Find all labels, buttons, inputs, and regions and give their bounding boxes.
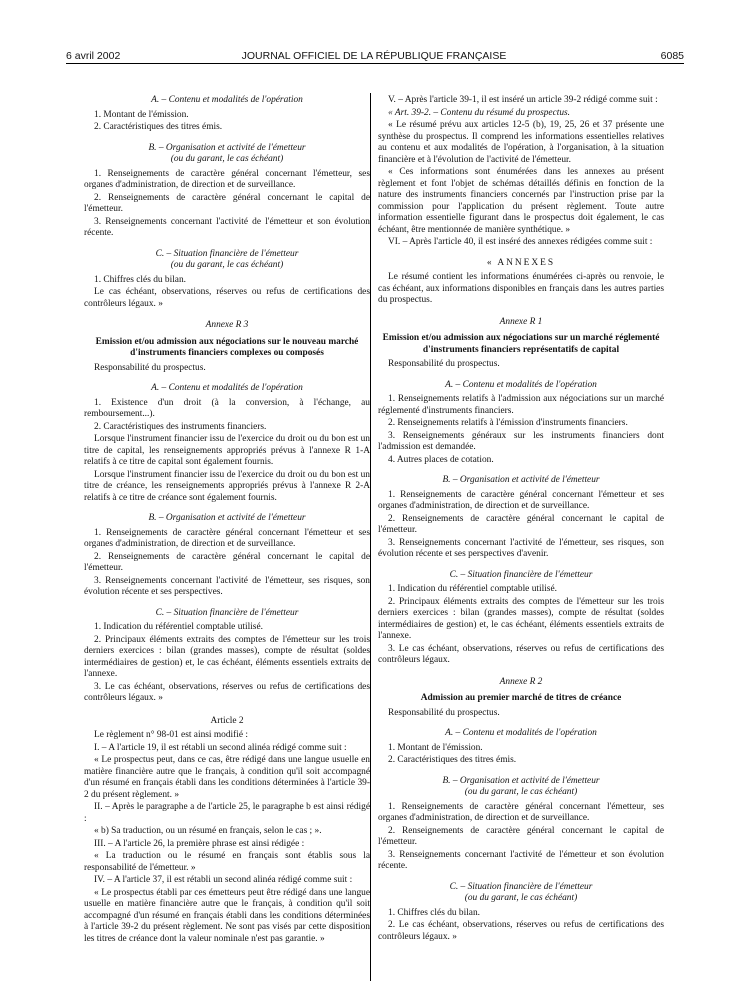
paragraph: Lorsque l'instrument financier issu de l'exercice du droit ou du bon est un titre de capital, les renseignements appropriés prévus à l'annexe R 1-A relatifs à ce titre de capital sont également fournis. — [84, 434, 370, 467]
paragraph: « Art. 39-2. – Contenu du résumé du prospectus. — [388, 107, 571, 118]
section-heading: C. – Situation financière de l'émetteur — [155, 248, 299, 259]
paragraph: Le cas échéant, observations, réserves ou refus de certifications des contrôleurs légaux. » — [84, 287, 370, 309]
paragraph: 2. Renseignements de caractère général concernant le capital de l'émetteur. — [378, 513, 664, 535]
paragraph: 1. Indication du référentiel comptable utilisé. — [94, 622, 263, 632]
paragraph: I. – A l'article 19, il est rétabli un second alinéa rédigé comme suit : — [94, 742, 347, 753]
paragraph: IV. – A l'article 37, il est rétabli un second alinéa rédigé comme suit : — [94, 875, 353, 885]
paragraph: 3. Renseignements généraux sur les instruments financiers dont l'admission est demandée. — [378, 430, 664, 452]
section-heading: A. – Contenu et modalités de l'opération — [445, 379, 597, 390]
section-subheading: (ou du garant, le cas échéant) — [464, 893, 578, 903]
paragraph: « Ces informations sont énumérées dans les annexes au présent règlement et font l'objet de schémas détaillés définis en fonction de la nature des instruments financiers concernés par l'instruction prise par la commission pour l'application du présent règlement. Toute autre information essentielle figurant dans le prospectus doit également, le cas échéant, être mentionnée de manière synthétique. » — [378, 167, 664, 235]
paragraph: 2. Principaux éléments extraits des comptes de l'émetteur sur les trois derniers exercices : bilan (grandes masses), compte de résultat (soldes intermédiaires de gestion) et, le cas échéant, éléments essentiels extraits de l'annexe. — [84, 634, 370, 679]
header-rule — [66, 63, 684, 64]
paragraph: 2. Le cas échéant, observations, réserves ou refus de certifications des contrôleurs légaux. » — [378, 920, 664, 942]
section-subheading: (ou du garant, le cas échéant) — [170, 260, 284, 270]
paragraph: VI. – Après l'article 40, il est inséré des annexes rédigées comme suit : — [388, 237, 653, 247]
paragraph: Responsabilité du prospectus. — [388, 359, 500, 369]
section-heading: A. – Contenu et modalités de l'opération — [445, 728, 597, 738]
section-heading: C. – Situation financière de l'émetteur — [155, 607, 299, 618]
annex-label: Annexe R 2 — [499, 676, 543, 687]
paragraph: 3. Le cas échéant, observations, réserves ou refus de certifications des contrôleurs légaux. » — [84, 681, 370, 703]
paragraph: Responsabilité du prospectus. — [388, 707, 500, 718]
paragraph: « La traduction ou le résumé en français sont établis sous la responsabilité de l'émetteur. » — [84, 851, 370, 873]
paragraph: 2. Caractéristiques des titres émis. — [94, 122, 223, 132]
left-column — [84, 95, 370, 946]
paragraph: 1. Renseignements de caractère général concernant l'émetteur, ses organes d'administration, de direction et de surveillance. — [378, 801, 664, 823]
section-heading: A. – Contenu et modalités de l'opération — [151, 383, 303, 393]
paragraph: « Le prospectus établi par ces émetteurs peut être rédigé dans une langue usuelle en matière financière autre que le français, à condition qu'il soit accompagné d'un résumé en français établi dans les conditions déterminées à l'article 39-2 du présent règlement. Ne sont pas visés par cette disposition les titres de créance dont la valeur nominale n'est pas garantie. » — [84, 887, 370, 944]
paragraph: Lorsque l'instrument financier issu de l'exercice du droit ou du bon est un titre de créance, les renseignements appropriés prévus à l'annexe R 2-A relatifs à ce titre de créance sont également fournis. — [84, 469, 370, 503]
paragraph: Responsabilité du prospectus. — [94, 362, 206, 373]
paragraph: 1. Montant de l'émission. — [388, 742, 483, 753]
section-heading: C. – Situation financière de l'émetteur — [449, 569, 593, 580]
annex-title: Admission au premier marché de titres de créance — [420, 693, 622, 703]
paragraph: 1. Renseignements relatifs à l'admission aux négociations sur un marché réglementé d'instruments financiers. — [378, 394, 664, 416]
section-heading: B. – Organisation et activité de l'émetteur — [442, 775, 600, 786]
paragraph: 3. Renseignements concernant l'activité de l'émetteur, ses risques, son évolution récente et ses perspectives d'avenir. — [378, 537, 664, 559]
paragraph: 4. Autres places de cotation. — [388, 454, 494, 465]
header-title: JOURNAL OFFICIEL DE LA RÉPUBLIQUE FRANÇAISE — [241, 50, 507, 62]
column-divider — [370, 93, 371, 981]
paragraph: 3. Le cas échéant, observations, réserves ou refus de certifications des contrôleurs légaux. — [378, 643, 664, 665]
paragraph: 3. Renseignements concernant l'activité de l'émetteur et son évolution récente. — [84, 216, 370, 238]
article-title: Article 2 — [210, 715, 244, 726]
paragraph: 2. Renseignements de caractère général concernant le capital de l'émetteur. — [84, 192, 370, 214]
paragraph: II. – Après le paragraphe a de l'article 25, le paragraphe b est ainsi rédigé : — [84, 802, 370, 824]
paragraph: « Le prospectus peut, dans ce cas, être rédigé dans une langue usuelle en matière financière autre que le français, à condition qu'il soit accompagné d'un résumé en français établi dans les conditions déterminées à l'article 39-2 du présent règlement. » — [84, 755, 370, 800]
paragraph: 1. Montant de l'émission. — [94, 109, 189, 120]
paragraph: 2. Renseignements de caractère général concernant le capital de l'émetteur. — [378, 825, 664, 847]
annexes-heading: « ANNEXES — [486, 257, 556, 268]
annex-label: Annexe R 3 — [205, 320, 249, 330]
paragraph: 1. Chiffres clés du bilan. — [388, 907, 480, 918]
paragraph: Le résumé contient les informations énumérées ci-après ou renvoie, le cas échéant, aux informations disponibles en français dans les autres parties du prospectus. — [378, 272, 664, 305]
section-heading: B. – Organisation et activité de l'émetteur — [148, 142, 306, 153]
annex-label: Annexe R 1 — [499, 316, 543, 327]
paragraph: 2. Renseignements relatifs à l'émission d'instruments financiers. — [388, 418, 628, 428]
paragraph: « b) Sa traduction, ou un résumé en français, selon le cas ; ». — [94, 826, 322, 836]
annex-title: Emission et/ou admission aux négociations sur un marché réglementé d'instruments financiers représentatifs de capital — [382, 333, 660, 355]
paragraph: 1. Indication du référentiel comptable utilisé. — [388, 584, 557, 594]
paragraph: III. – A l'article 26, la première phrase est ainsi rédigée : — [94, 838, 305, 849]
section-heading: A. – Contenu et modalités de l'opération — [151, 95, 303, 105]
header-page-number: 6085 — [660, 50, 684, 62]
paragraph: 2. Renseignements de caractère général concernant le capital de l'émetteur. — [84, 551, 370, 573]
paragraph: « Le résumé prévu aux articles 12-5 (b), 19, 25, 26 et 37 présente une synthèse du prospectus. Il comprend les informations essentielles relatives au contenu et aux modalités de l'opération, à l'organisation, à la situation financière et à l'évolution de l'activité de l'émetteur. — [378, 120, 664, 165]
paragraph: 3. Renseignements concernant l'activité de l'émetteur, ses risques, son évolution récente et ses perspectives. — [84, 575, 370, 597]
paragraph: 1. Renseignements de caractère général concernant l'émetteur et ses organes d'administration, de direction et de surveillance. — [378, 489, 664, 511]
annex-title: Emission et/ou admission aux négociations sur le nouveau marché d'instruments financiers complexes ou composés — [95, 336, 359, 358]
paragraph: Le règlement n° 98-01 est ainsi modifié : — [94, 730, 248, 740]
paragraph: 2. Principaux éléments extraits des comptes de l'émetteur sur les trois derniers exercices : bilan (grandes masses), compte de résultat (soldes intermédiaires de gestion) et, le cas échéant, éléments essentiels extraits de l'annexe. — [378, 596, 664, 641]
section-subheading: (ou du garant, le cas échéant) — [464, 787, 578, 797]
paragraph: 1. Existence d'un droit (à la conversion, à l'échange, au remboursement...). — [84, 397, 370, 419]
section-heading: B. – Organisation et activité de l'émetteur — [148, 513, 306, 523]
section-heading: B. – Organisation et activité de l'émetteur — [442, 475, 600, 485]
paragraph: 2. Caractéristiques des instruments financiers. — [94, 421, 267, 432]
paragraph: 1. Renseignements de caractère général concernant l'émetteur et ses organes d'administration, de direction et de surveillance. — [84, 527, 370, 549]
paragraph: 2. Caractéristiques des titres émis. — [388, 755, 517, 765]
paragraph: V. – Après l'article 39-1, il est inséré un article 39-2 rédigé comme suit : — [388, 95, 658, 105]
paragraph: 1. Chiffres clés du bilan. — [94, 274, 186, 285]
paragraph: 3. Renseignements concernant l'activité de l'émetteur et son évolution récente. — [378, 849, 664, 871]
header-date: 6 avril 2002 — [66, 50, 121, 62]
section-subheading: (ou du garant, le cas échéant) — [170, 154, 284, 164]
paragraph: 1. Renseignements de caractère général concernant l'émetteur, ses organes d'administration, de direction et de surveillance. — [84, 168, 370, 190]
right-column — [378, 95, 664, 944]
section-heading: C. – Situation financière de l'émetteur — [449, 881, 593, 892]
